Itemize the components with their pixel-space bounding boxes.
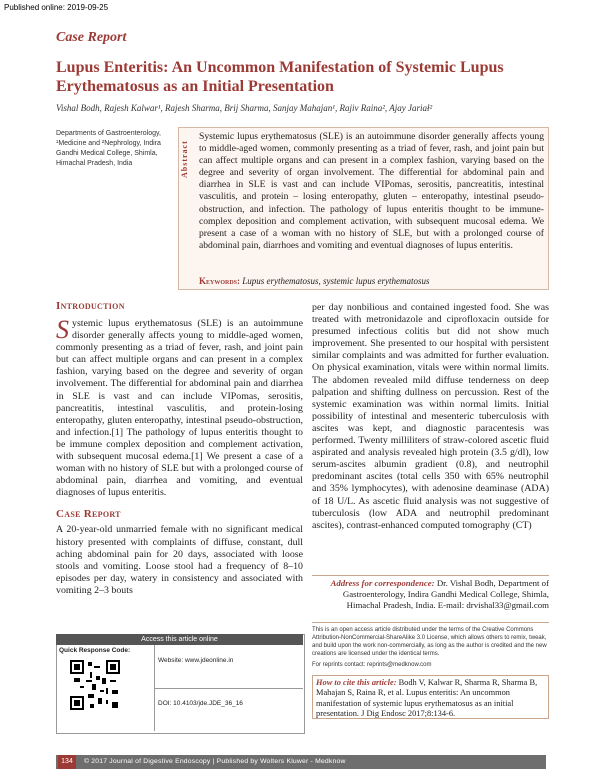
license-text: This is an open access article distributed under the terms of the Creative Commons Attribution-NonCommercial-ShareAlike 3.0 License, which allows others to remix, tweak, and build upon the work non-commercially, as long as the author is credited and the new creations are licensed under the identical terms. xyxy=(312,622,549,658)
access-divider-h xyxy=(154,688,303,689)
introduction-heading: Introduction xyxy=(56,300,125,312)
cite-text: Bodh V, Kalwar R, Sharma R, Sharma B, Mahajan S, Raina R, et al. Lupus enteritis: An uncommon manifestation of systemic lupus erythematosus as an initial presentation. J Dig Endosc 2017;8:134-6. xyxy=(316,678,538,719)
affiliation: Departments of Gastroenterology, ¹Medicine and ²Nephrology, Indira Gandhi Medical College, Shimla, Himachal Pradesh, India xyxy=(56,130,161,167)
doi-link[interactable]: DOI: 10.4103/jde.JDE_36_16 xyxy=(158,700,243,707)
introduction-text xyxy=(56,315,303,499)
keywords-text: Lupus erythematosus, systemic lupus erythematosus xyxy=(242,276,430,286)
correspondence xyxy=(312,575,549,610)
published-date: Published online: 2019-09-25 xyxy=(4,3,109,12)
qr-code-icon[interactable] xyxy=(70,660,120,710)
case-report-heading: Case Report xyxy=(56,508,121,521)
keywords xyxy=(199,276,544,286)
reprints-contact: For reprints contact: reprints@medknow.com xyxy=(312,662,432,668)
article-type: Case Report xyxy=(56,30,127,45)
dropcap: S xyxy=(56,315,69,344)
correspondence-text: Dr. Vishal Bodh, Department of Gastroenterology, Indira Gandhi Medical College, Shimla, Himachal Pradesh, India. E-mail: drvishal33@gmail.com xyxy=(342,578,549,610)
article-title: Lupus Enteritis: An Uncommon Manifestation of Systemic Lupus Erythematosus as an Initial Presentation xyxy=(56,59,504,95)
abstract-label: Abstract xyxy=(180,140,189,178)
citation-box xyxy=(312,675,549,719)
access-header: Access this article online xyxy=(56,634,303,645)
website-link[interactable]: Website: www.jdeonline.in xyxy=(158,657,234,664)
qr-label: Quick Response Code: xyxy=(59,647,131,654)
page-number: 134 xyxy=(58,755,76,769)
introduction-body: ystemic lupus erythematosus (SLE) is an autoimmune disorder generally affects young to middle-aged women, commonly presenting as a triad of fever, rash, and joint pain but can affect multiple organs and can present in a complex fashion, varying based on the degree and severity of organ involvement. The differential for abdominal pain and diarrhea in SLE is vast and can include VIPomas, serositis, pancreatitis, intestinal vasculitis, and protein-losing enteropathy, gluten enteropathy, intestinal pseudo-obstruction, and infection.[1] The pathology of lupus enteritis thought to be immune complex deposition and complement activation, with subsequent mucosal edema.[1] We present a case of a woman with no history of SLE but with a prolonged course of abdominal pain, diarrhea and vomiting, and eventual diagnoses of lupus enteritis. xyxy=(56,318,303,499)
correspondence-label: Address for correspondence: xyxy=(330,578,435,588)
keywords-label: Keywords: xyxy=(199,276,241,286)
case-report-text: A 20-year-old unmarried female with no significant medical history presented with complaints of diffuse, constant, dull aching abdominal pain for 20 days, associated with loose stools and vomiting. Loose stool had a frequency of 8–10 episodes per day, watery in consistency and associated with vomiting 2–3 bouts xyxy=(56,524,303,596)
right-column-text: per day nonbilious and contained ingested food. She was treated with metronidazole and ciprofloxacin outside for presumed infectious colitis but did not show much improvement. She presented to our hospital with persistent similar complaints and was admitted for further evaluation. On physical examination, vitals were within normal limits. The abdomen revealed mild diffuse tenderness on deep palpation and shifting dullness on percussion. Rest of the systemic examination was within normal limits. Initial possibility of intestinal and mesenteric tuberculosis with ascites was kept, and diagnostic paracentesis was performed. Twenty milliliters of straw-colored ascetic fluid aspirated and analysis revealed high protein (3.5 g/dl), low serum-ascites albumin gradient (0.8), and neutrophil predominant ascites (total cells 350 with 65% neutrophil and 35% lymphocytes), with adenosine deaminase (ADA) of 18 U/L. As ascetic fluid analysis was not suggestive of tuberculosis (low ADA and neutrophil predominant ascites), contrast-enhanced computed tomography (CT) xyxy=(312,302,549,531)
left-column xyxy=(56,300,303,597)
abstract-text: Systemic lupus erythematosus (SLE) is an autoimmune disorder generally affects young to middle-aged women, commonly presenting as a triad of fever, rash, and joint pain but can affect multiple organs and can present in a complex fashion, varying based on the degree and severity of organ involvement. The differential for abdominal pain and diarrhea in SLE is vast and can include VIPomas, serositis, pancreatitis, intestinal vasculitis, and protein – losing enteropathy, gluten – enteropathy, intestinal pseudo-obstruction, and infection. The pathology of lupus enteritis thought to be immune-complex deposition and complement activation, with subsequent mucosal edema. We present a case of a woman with no history of SLE, but with a prolonged course of abdominal pain, diarrhoes and vomiting and eventual diagnoses of lupus enteritis. xyxy=(199,131,544,251)
footer-text: © 2017 Journal of Digestive Endoscopy | Published by Wolters Kluwer - Medknow xyxy=(84,758,346,765)
cite-label: How to cite this article: xyxy=(316,678,397,687)
author-list: Vishal Bodh, Rajesh Kalwar¹, Rajesh Sharma, Brij Sharma, Sanjay Mahajan¹, Rajiv Raina², Ajay Jariał² xyxy=(56,103,433,113)
